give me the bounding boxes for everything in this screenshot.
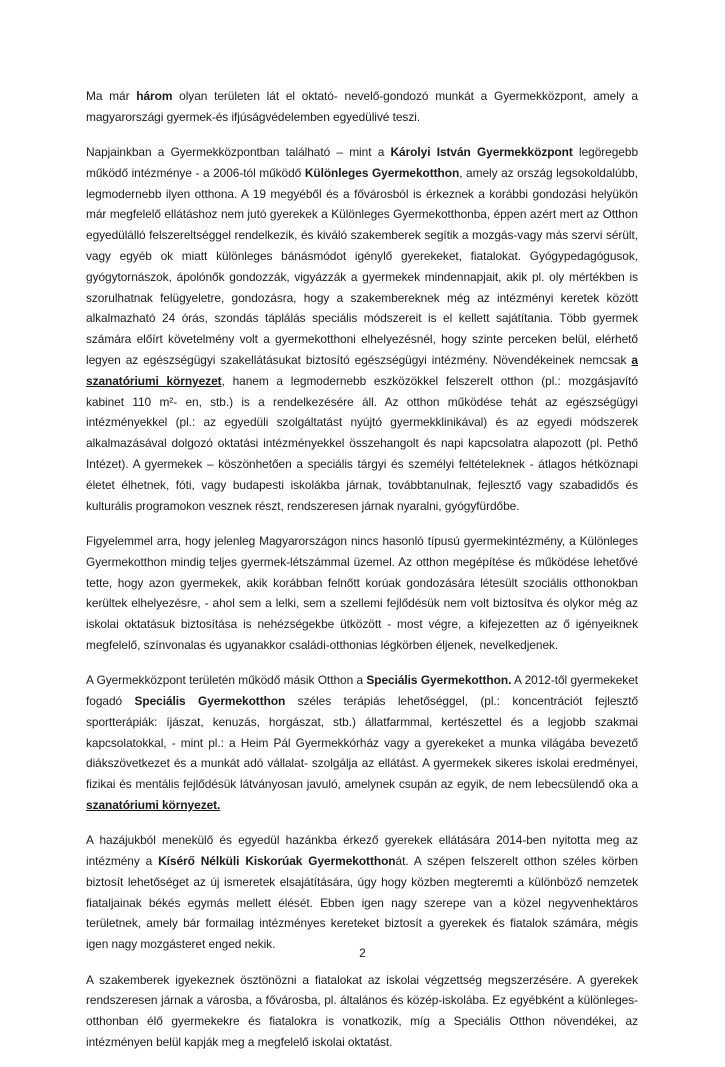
text-run: legöregebb működő intézménye - a 2006-tól működő	[86, 145, 639, 180]
paragraph-szakemberek	[86, 970, 638, 1053]
paragraph-figyelemmel	[86, 531, 638, 656]
text-run: , amely az ország legsokoldalúbb, legmodernebb ilyen otthona. A 19 megyéből és a fővárosból is érkeznek a korábbi gondozási helyükön már megfelelő ellátáshoz nem jutó gyerekek a Különleges Gyermekotthonba, éppen azért mert az Otthon egyedülálló felszereltséggel rendelkezik, és kiváló szakemberek segítik a mozgás-vagy más szervi sérült, vagy egyéb ok miatt különleges bánásmódot igénylő gyerekeket, fiatalokat. Gyógypedagógusok, gyógytornászok, ápolónők gondozzák, vigyázzák a gyermekek mindennapjait, akik pl. oly mértékben is szorulhatnak felügyeletre, gondozásra, hogy a szakembereknek még az intézményi keretek között alkalmazható 24 órás, szondás táplálás speciális módszereit is el kellett sajátítania. Több gyermek számára előírt követelmény volt a gyermekotthoni elhelyezésnél, hogy szinte perceken belül, elérhető legyen az egészségügyi szakellátásukat biztosító egészségügyi intézmény. Növendékeinek nemcsak	[86, 165, 638, 368]
underlined-text: a szanatóriumi környezet	[86, 353, 638, 388]
text-run: Napjainkban a Gyermekközpontban található – mint a	[86, 145, 391, 160]
paragraph-kisero-nelkuli	[86, 830, 638, 955]
text-run: Figyelemmel arra, hogy jelenleg Magyarországon nincs hasonló típusú gyermekintézmény, a Különleges Gyermekotthon mindig teljes gyermek-létszámmal üzemel. Az otthon megépítése és működése lehetővé tette, hogy azon gyermekek, akik korábban felnőtt korúak gondozására létesült szociális otthonokban kerültek elhelyezésre, - ahol sem a lelki, sem a szellemi fejlődésük nem volt biztosítva és olykor még az iskolai oktatásuk biztosítása is nehézségekbe ütközött - most végre, a kifejezetten az ő igényeiknek megfelelő, színvonalas és ugyanakkor családi-otthonias légkörben éljenek, nevelkedjenek.	[86, 533, 638, 652]
document-body	[86, 86, 638, 1067]
bold-text: Speciális Gyermekotthon	[134, 694, 286, 709]
bold-text: három	[136, 89, 173, 103]
page-number: 2	[359, 946, 366, 960]
underlined-text: szanatóriumi környezet.	[86, 798, 221, 812]
text-run: át. A szépen felszerelt otthon széles körben biztosít lehetőséget az új ismeretek elsajátítására, úgy hogy közben megteremti a különböző nemzetek fiataljainak békés egymás mellett élését. Ebben igen nagy szerepe van a közel negyvenhektáros területnek, amely bár formailag intézményes kereteket biztosít a gyerekek és fiatalok számára, mégis igen nagy mozgásteret enged nekik.	[86, 854, 638, 952]
text-run: A szakemberek igyekeznek ösztönözni a fiatalokat az iskolai végzettség megszerzésére. A gyerekek rendszeresen járnak a városba, a fővárosba, pl. általános és közép-iskolába. Ez egyébként a különleges-otthonban élő gyermekekre és fiatalokra is vonatkozik, míg a Speciális Otthon növendékei, az intézményen belül kapják meg a megfelelő iskolai oktatást.	[86, 972, 638, 1049]
text-run: A hazájukból menekülő és egyedül hazánkba érkező gyerekek ellátására 2014-ben nyitotta meg az intézmény a	[86, 833, 638, 869]
text-run: olyan területen lát el oktató- nevelő-gondozó munkát a Gyermekközpont, amely a magyarországi gyermek-és ifjúságvédelemben egyedülivé teszi.	[86, 89, 638, 124]
text-run: A Gyermekközpont területén működő másik Otthon a	[86, 673, 367, 688]
bold-text: Kísérő Nélküli Kiskorúak Gyermekotthon	[158, 854, 396, 869]
bold-text: Károlyi István Gyermekközpont	[390, 145, 573, 160]
paragraph-kulonleges-gyermekotthon	[86, 142, 638, 516]
text-run: széles terápiás lehetőséggel, (pl.: koncentrációt fejlesztő sportterápiák: íjászat, kenuzás, horgászat, stb.) állatfarmmal, kertészettel és a legjobb szakmai kapcsolatokkal, - mint pl.: a Heim Pál Gyermekkórház vagy a gyerekeket a munka világába bevezető diákszövetkezet és a munkát adó vállalat- szolgálja az ellátást. A gyermekek sikeres iskolai eredményei, fizikai és mentális fejlődésük látványosan javuló, amelynek csupán az egyik, de nem lebecsülendő oka a	[86, 694, 639, 792]
paragraph-specialis-gyermekotthon	[86, 670, 638, 816]
paragraph-intro	[86, 86, 638, 128]
bold-text: Speciális Gyermekotthon.	[366, 673, 512, 688]
text-run: , hanem a legmodernebb eszközökkel felszerelt otthon (pl.: mozgásjavító kabinet 110 m²- en, stb.) is a rendelkezésére áll. Az otthon működése tehát az egészségügyi intézményekkel (pl.: az egyedüli szolgáltatást nyújtó gyermekklinikával) és az egyedi módszerek alkalmazásával dolgozó oktatási intézményekkel összehangolt és napi kapcsolatra alapozott (pl. Pethő Intézet). A gyermekek – köszönhetően a speciális tárgyi és személyi feltételeknek - átlagos hétköznapi életet élhetnek, fóti, vagy budapesti iskolákba járnak, továbbtanulnak, fejlesztő vagy szabadidős és kulturális programokon vesznek részt, rendszeresen járnak nyaralni, gyógyfürdőbe.	[86, 373, 638, 513]
text-run: Ma már	[86, 89, 137, 103]
bold-text: Különleges Gyermekotthon	[304, 165, 460, 180]
text-run: A 2012-től gyermekeket fogadó	[86, 673, 639, 709]
